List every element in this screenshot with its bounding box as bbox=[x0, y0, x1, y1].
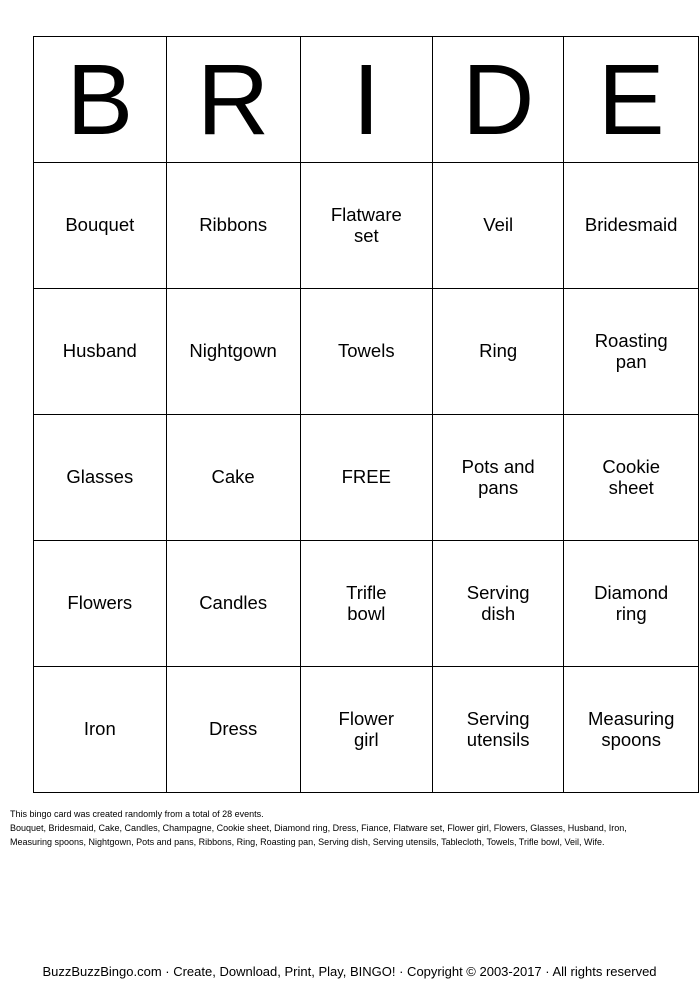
bingo-cell: Dress bbox=[166, 667, 300, 793]
card-row bbox=[34, 415, 699, 541]
header-letter-b: B bbox=[34, 37, 167, 163]
bingo-cell: Diamond ring bbox=[564, 541, 699, 667]
bingo-cell: Pots and pans bbox=[432, 415, 563, 541]
bingo-cell: Bouquet bbox=[34, 163, 167, 289]
bingo-cell: Cookie sheet bbox=[564, 415, 699, 541]
bingo-cell: Towels bbox=[300, 289, 432, 415]
bingo-cell: Ribbons bbox=[166, 163, 300, 289]
bingo-cell: Husband bbox=[34, 289, 167, 415]
card-row bbox=[34, 667, 699, 793]
bingo-card bbox=[33, 36, 699, 793]
bingo-cell: Nightgown bbox=[166, 289, 300, 415]
card-row bbox=[34, 541, 699, 667]
bingo-cell: Cake bbox=[166, 415, 300, 541]
bingo-cell: Candles bbox=[166, 541, 300, 667]
bingo-cell: Serving dish bbox=[432, 541, 563, 667]
event-list-line: Bouquet, Bridesmaid, Cake, Candles, Champagne, Cookie sheet, Diamond ring, Dress, Fiance, Flatware set, Flower girl, Flowers, Glasses, Husband, Iron, bbox=[10, 823, 627, 833]
card-row bbox=[34, 163, 699, 289]
bingo-cell: Iron bbox=[34, 667, 167, 793]
card-row bbox=[34, 289, 699, 415]
bingo-cell: Measuring spoons bbox=[564, 667, 699, 793]
header-letter-d: D bbox=[432, 37, 563, 163]
header-row bbox=[34, 37, 699, 163]
bingo-cell: Flatware set bbox=[300, 163, 432, 289]
bingo-cell: Glasses bbox=[34, 415, 167, 541]
header-letter-e: E bbox=[564, 37, 699, 163]
header-letter-r: R bbox=[166, 37, 300, 163]
bingo-cell: Ring bbox=[432, 289, 563, 415]
bingo-cell: Serving utensils bbox=[432, 667, 563, 793]
bingo-cell: Veil bbox=[432, 163, 563, 289]
bingo-cell: Roasting pan bbox=[564, 289, 699, 415]
info-summary: This bingo card was created randomly from a total of 28 events. bbox=[10, 809, 264, 819]
bingo-cell: Trifle bowl bbox=[300, 541, 432, 667]
card-info bbox=[10, 807, 690, 849]
event-list-line: Measuring spoons, Nightgown, Pots and pans, Ribbons, Ring, Roasting pan, Serving dish, Serving utensils, Tablecloth, Towels, Trifle bowl, Veil, Wife. bbox=[10, 837, 605, 847]
bingo-cell: Flowers bbox=[34, 541, 167, 667]
free-space-cell: FREE bbox=[300, 415, 432, 541]
footer-copyright: BuzzBuzzBingo.com · Create, Download, Print, Play, BINGO! · Copyright © 2003-2017 · All rights reserved bbox=[42, 964, 657, 979]
bingo-cell: Bridesmaid bbox=[564, 163, 699, 289]
bingo-cell: Flower girl bbox=[300, 667, 432, 793]
header-letter-i: I bbox=[300, 37, 432, 163]
